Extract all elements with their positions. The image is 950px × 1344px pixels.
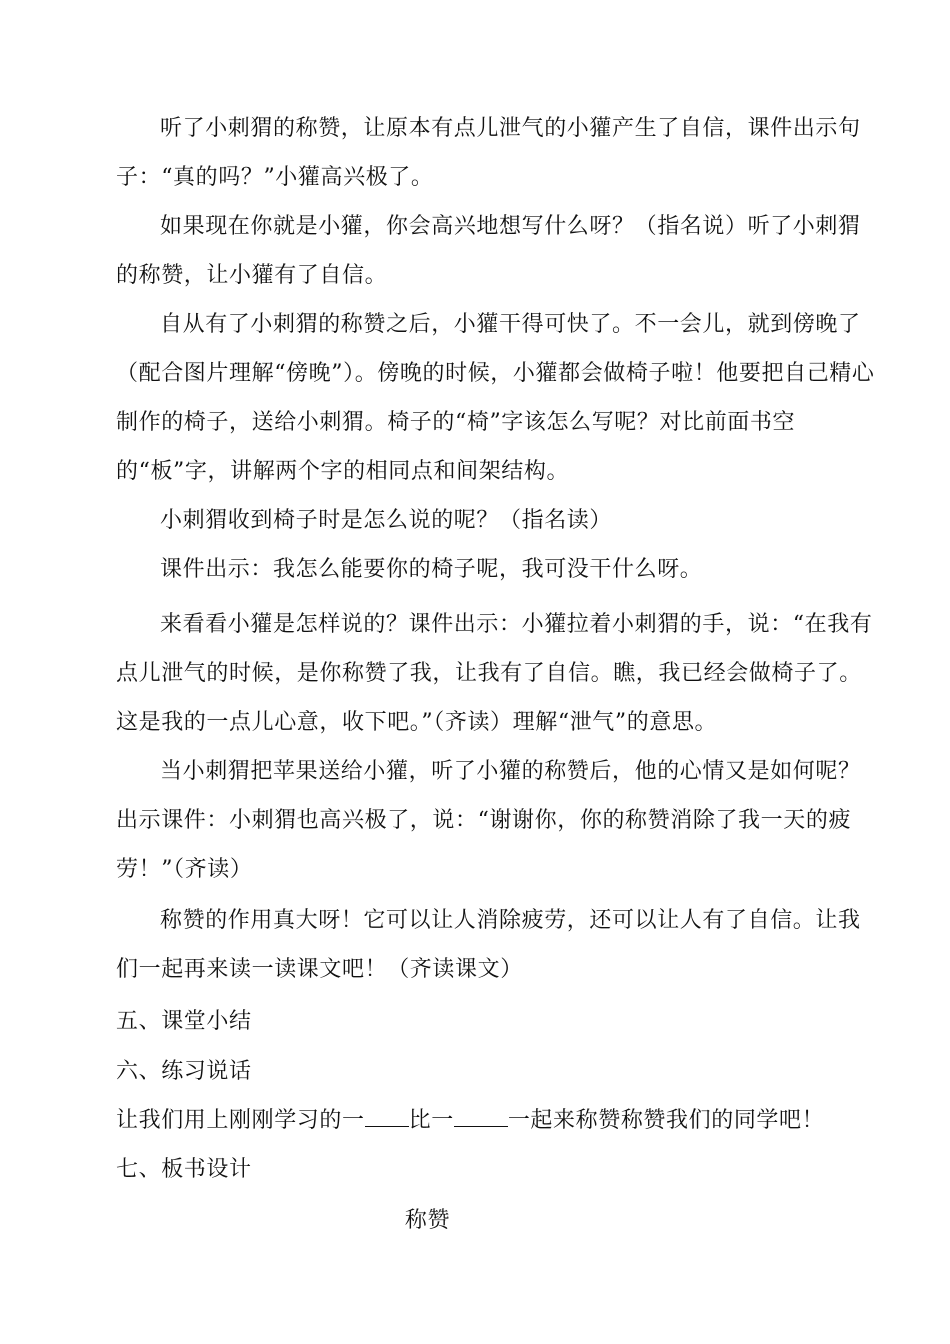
section-heading-practice: 六、练习说话 bbox=[116, 1059, 252, 1084]
practice-sentence-part-2: 比一 bbox=[408, 1108, 454, 1133]
board-design-title: 称赞 bbox=[404, 1208, 451, 1233]
practice-sentence bbox=[116, 1096, 824, 1145]
paragraph-5: 课件出示：我怎么能要你的椅子呢，我可没干什么呀。 bbox=[160, 557, 703, 582]
paragraph-2: 如果现在你就是小獾，你会高兴地想写什么呀？（指名说）听了小刺猬的称赞，让小獾有了自信。 bbox=[116, 214, 861, 288]
paragraph-1: 听了小刺猬的称赞，让原本有点儿泄气的小獾产生了自信，课件出示句子：“真的吗？”小獾高兴极了。 bbox=[116, 116, 861, 190]
fill-blank-1 bbox=[365, 1108, 409, 1127]
section-heading-design: 七、板书设计 bbox=[116, 1157, 252, 1182]
paragraph-7: 当小刺猬把苹果送给小獾，听了小獾的称赞后，他的心情又是如何呢？出示课件：小刺猬也高兴极了，说：“谢谢你，你的称赞消除了我一天的疲劳！”（齐读） bbox=[116, 759, 861, 882]
paragraph-4: 小刺猬收到椅子时是怎么说的呢？（指名读） bbox=[160, 508, 613, 533]
section-heading-summary: 五、课堂小结 bbox=[116, 1009, 252, 1034]
practice-sentence-part-1: 让我们用上刚刚学习的一 bbox=[116, 1108, 365, 1133]
practice-sentence-part-3: 一起来称赞称赞我们的同学吧！ bbox=[507, 1108, 825, 1133]
paragraph-8: 称赞的作用真大呀！它可以让人消除疲劳，还可以让人有了自信。让我们一起再来读一读课文吧！（齐读课文） bbox=[116, 908, 861, 982]
paragraph-6: 来看看小獾是怎样说的？课件出示：小獾拉着小刺猬的手，说：“在我有点儿泄气的时候，是你称赞了我，让我有了自信。瞧，我已经会做椅子了。这是我的一点儿心意，收下吧。”（齐读）理解“泄气”的意思。 bbox=[116, 612, 873, 735]
paragraph-3: 自从有了小刺猬的称赞之后，小獾干得可快了。不一会儿，就到傍晚了（配合图片理解“傍晚”）。傍晚的时候，小獾都会做椅子啦！他要把自己精心制作的椅子，送给小刺猬。椅子的“椅”字该怎么写呢？对比前面书空的“板”字，讲解两个字的相同点和间架结构。 bbox=[116, 312, 875, 484]
fill-blank-2 bbox=[454, 1108, 508, 1127]
